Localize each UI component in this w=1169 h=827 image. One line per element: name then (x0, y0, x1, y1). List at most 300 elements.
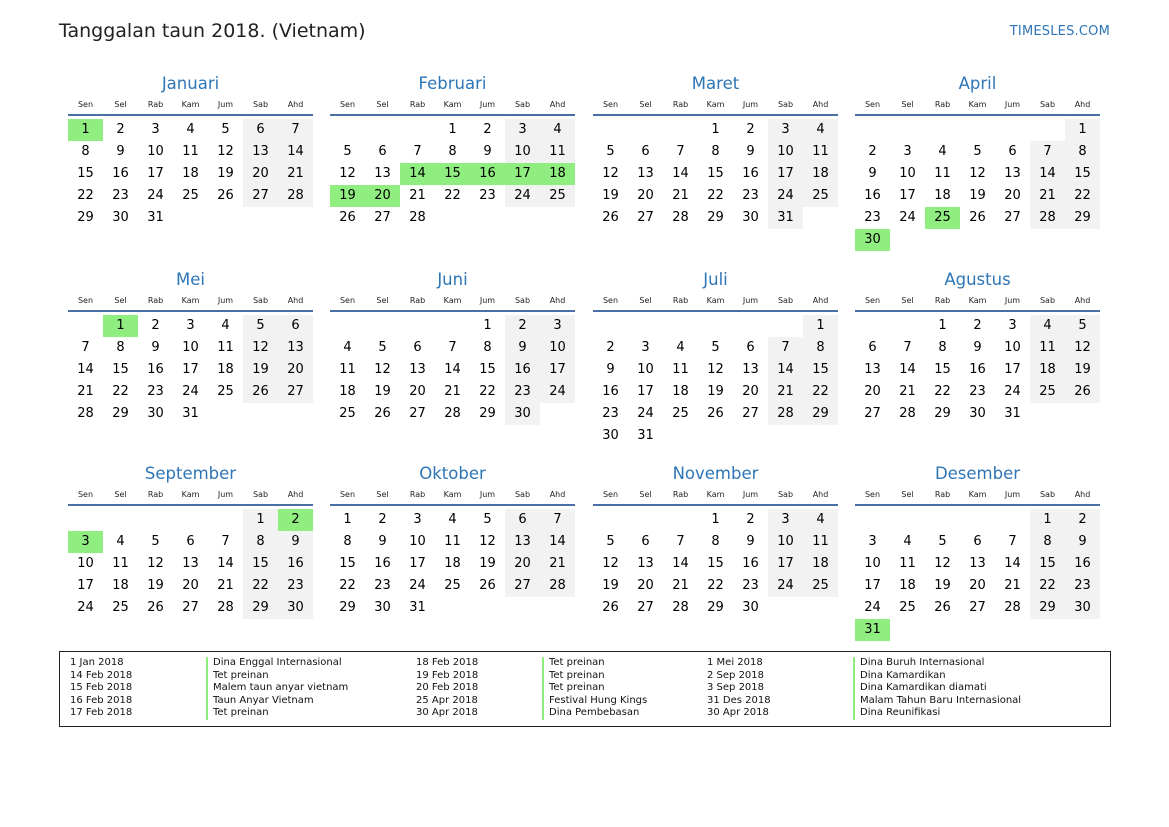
day-cell: 14 (899, 362, 916, 377)
day-cell: 17 (768, 163, 803, 185)
day-cell: 2 (606, 340, 615, 355)
day-cell: 27 (374, 210, 391, 225)
page-title: Tanggalan taun 2018. (Vietnam) (59, 20, 366, 42)
day-cell: 31 (1004, 406, 1021, 421)
day-cell: 12 (479, 534, 496, 549)
day-cell: 2 (116, 122, 125, 137)
day-cell: 13 (637, 166, 654, 181)
empty-cell (365, 315, 400, 337)
site-link[interactable]: TIMESLES.COM (1009, 24, 1110, 39)
weekday-label: Sab (514, 490, 531, 499)
weekday-label: Sab (777, 296, 794, 305)
month-maret (593, 74, 838, 229)
day-cell: 12 (374, 362, 391, 377)
day-cell: 17 (1004, 362, 1021, 377)
day-cell: 19 (479, 556, 496, 571)
day-cell: 16 (1065, 553, 1100, 575)
day-cell: 5 (343, 144, 352, 159)
day-cell: 4 (803, 119, 838, 141)
day-cell: 21 (672, 188, 689, 203)
day-cell: 21 (1004, 578, 1021, 593)
holiday-names-column (542, 657, 647, 720)
day-cell: 8 (81, 144, 90, 159)
day-cell: 11 (444, 534, 461, 549)
day-cell: 23 (112, 188, 129, 203)
holiday-name: Malam Tahun Baru Internasional (853, 695, 1021, 708)
day-cell: 18 (803, 163, 838, 185)
empty-cell (733, 315, 768, 337)
weekday-label: Sab (777, 490, 794, 499)
empty-cell (855, 315, 890, 337)
weekday-label: Ahd (812, 296, 829, 305)
weekday-header (855, 488, 1100, 506)
holiday-date: 31 Des 2018 (707, 694, 771, 706)
empty-cell (593, 119, 628, 141)
day-cell: 23 (742, 578, 759, 593)
weekday-label: Sel (376, 490, 389, 499)
day-cell: 23 (864, 210, 881, 225)
day-cell: 2 (973, 318, 982, 333)
day-cell: 8 (711, 144, 720, 159)
day-grid (330, 509, 575, 619)
day-cell: 20 (969, 578, 986, 593)
day-cell: 10 (77, 556, 94, 571)
day-cell: 11 (217, 340, 234, 355)
weekday-label: Jum (1004, 296, 1021, 305)
day-cell: 15 (803, 359, 838, 381)
day-cell: 2 (151, 318, 160, 333)
day-cell: 3 (903, 144, 912, 159)
empty-cell (330, 119, 365, 141)
weekday-label: Ahd (287, 490, 304, 499)
day-cell: 14 (400, 163, 435, 185)
day-cell: 25 (444, 578, 461, 593)
day-cell: 7 (1030, 141, 1065, 163)
day-cell: 12 (969, 166, 986, 181)
empty-cell (628, 509, 663, 531)
day-cell: 4 (540, 119, 575, 141)
day-cell: 30 (505, 403, 540, 425)
day-cell: 17 (864, 578, 881, 593)
month-name: Mei (176, 270, 205, 289)
day-cell: 26 (243, 381, 278, 403)
day-cell: 6 (505, 509, 540, 531)
holiday-dates-column (70, 657, 132, 720)
day-cell: 4 (343, 340, 352, 355)
day-cell: 15 (339, 556, 356, 571)
holiday-name: Tet preinan (542, 657, 647, 670)
day-cell: 25 (803, 185, 838, 207)
day-cell: 20 (742, 384, 759, 399)
empty-cell (890, 509, 925, 531)
weekday-label: Sab (514, 100, 531, 109)
day-grid (855, 315, 1100, 425)
day-cell: 13 (374, 166, 391, 181)
day-cell: 13 (864, 362, 881, 377)
day-cell: 8 (116, 340, 125, 355)
day-cell: 9 (483, 144, 492, 159)
day-cell: 15 (707, 166, 724, 181)
month-oktober (330, 464, 575, 619)
day-cell: 6 (641, 144, 650, 159)
holiday-date: 16 Feb 2018 (70, 694, 133, 706)
day-cell: 28 (77, 406, 94, 421)
day-cell: 13 (409, 362, 426, 377)
day-cell: 18 (112, 578, 129, 593)
day-grid (68, 509, 313, 619)
day-cell: 9 (378, 534, 387, 549)
day-cell: 19 (934, 578, 951, 593)
day-cell: 5 (151, 534, 160, 549)
day-cell: 9 (116, 144, 125, 159)
weekday-label: Kam (443, 296, 462, 305)
day-cell: 15 (1065, 163, 1100, 185)
day-cell: 3 (68, 531, 103, 553)
day-cell: 1 (1065, 119, 1100, 141)
day-cell: 10 (637, 362, 654, 377)
empty-cell (768, 315, 803, 337)
day-cell: 23 (602, 406, 619, 421)
holiday-name: Dina Kamardikan (853, 670, 1021, 683)
day-cell: 5 (973, 144, 982, 159)
day-cell: 27 (1004, 210, 1021, 225)
day-cell: 22 (707, 578, 724, 593)
weekday-label: Jum (742, 490, 759, 499)
day-cell: 26 (602, 210, 619, 225)
month-name: Juli (703, 270, 728, 289)
day-cell: 7 (81, 340, 90, 355)
day-cell: 16 (742, 556, 759, 571)
day-cell: 4 (676, 340, 685, 355)
day-cell: 5 (938, 534, 947, 549)
empty-cell (628, 119, 663, 141)
day-cell: 22 (444, 188, 461, 203)
holiday-date: 30 Apr 2018 (416, 707, 478, 719)
weekday-label: Sel (114, 490, 127, 499)
day-cell: 27 (742, 406, 759, 421)
day-cell: 23 (147, 384, 164, 399)
day-cell: 12 (602, 556, 619, 571)
day-cell: 26 (707, 406, 724, 421)
day-cell: 21 (899, 384, 916, 399)
day-cell: 23 (742, 188, 759, 203)
weekday-label: Sel (376, 100, 389, 109)
day-cell: 25 (540, 185, 575, 207)
day-cell: 10 (768, 531, 803, 553)
weekday-header (330, 98, 575, 116)
day-cell: 17 (637, 384, 654, 399)
weekday-label: Kam (968, 100, 987, 109)
holiday-name: Tet preinan (206, 707, 348, 720)
weekday-label: Sen (77, 100, 94, 109)
weekday-label: Sel (901, 100, 914, 109)
day-cell: 5 (221, 122, 230, 137)
day-cell: 6 (1008, 144, 1017, 159)
holiday-date: 19 Feb 2018 (416, 669, 479, 681)
day-cell: 12 (217, 144, 234, 159)
day-cell: 13 (182, 556, 199, 571)
day-cell: 23 (479, 188, 496, 203)
day-cell: 29 (479, 406, 496, 421)
day-cell: 1 (1030, 509, 1065, 531)
day-cell: 1 (803, 315, 838, 337)
day-cell: 27 (637, 210, 654, 225)
day-cell: 28 (768, 403, 803, 425)
empty-cell (365, 119, 400, 141)
weekday-label: Jum (479, 296, 496, 305)
day-cell: 7 (448, 340, 457, 355)
month-juli (593, 270, 838, 447)
day-cell: 31 (147, 210, 164, 225)
empty-cell (698, 315, 733, 337)
empty-cell (400, 119, 435, 141)
day-cell: 21 (409, 188, 426, 203)
day-cell: 11 (540, 141, 575, 163)
day-cell: 14 (1004, 556, 1021, 571)
holiday-date: 1 Mei 2018 (707, 657, 763, 668)
month-november (593, 464, 838, 619)
day-cell: 6 (973, 534, 982, 549)
day-cell: 23 (374, 578, 391, 593)
day-cell: 27 (969, 600, 986, 615)
day-cell: 2 (378, 512, 387, 527)
day-cell: 10 (899, 166, 916, 181)
day-cell: 2 (278, 509, 313, 531)
day-cell: 7 (221, 534, 230, 549)
day-cell: 24 (768, 575, 803, 597)
weekday-label: Sel (114, 100, 127, 109)
day-cell: 14 (672, 556, 689, 571)
day-grid (593, 315, 838, 447)
weekday-label: Ahd (1074, 296, 1091, 305)
month-name: April (958, 74, 997, 93)
month-name: Februari (418, 74, 487, 93)
day-cell: 12 (707, 362, 724, 377)
weekday-label: Jum (479, 490, 496, 499)
day-cell: 16 (147, 362, 164, 377)
weekday-label: Kam (181, 100, 200, 109)
day-cell: 8 (1065, 141, 1100, 163)
month-april (855, 74, 1100, 251)
day-cell: 27 (505, 575, 540, 597)
weekday-label: Ahd (549, 100, 566, 109)
weekday-label: Sab (252, 100, 269, 109)
day-cell: 28 (217, 600, 234, 615)
weekday-label: Sen (339, 490, 356, 499)
weekday-label: Jum (217, 100, 234, 109)
day-cell: 24 (768, 185, 803, 207)
day-cell: 11 (803, 531, 838, 553)
day-cell: 8 (243, 531, 278, 553)
day-cell: 11 (182, 144, 199, 159)
empty-cell (593, 315, 628, 337)
empty-cell (68, 315, 103, 337)
day-cell: 31 (637, 428, 654, 443)
day-cell: 22 (803, 381, 838, 403)
day-cell: 3 (186, 318, 195, 333)
day-cell: 28 (1030, 207, 1065, 229)
day-cell: 29 (77, 210, 94, 225)
month-name: Agustus (944, 270, 1011, 289)
day-cell: 15 (77, 166, 94, 181)
day-cell: 17 (77, 578, 94, 593)
day-cell: 15 (243, 553, 278, 575)
weekday-label: Kam (968, 490, 987, 499)
month-name: Oktober (419, 464, 486, 483)
day-cell: 30 (855, 229, 890, 251)
holiday-date: 30 Apr 2018 (707, 707, 769, 719)
day-cell: 24 (864, 600, 881, 615)
empty-cell (208, 509, 243, 531)
weekday-label: Rab (672, 490, 689, 499)
empty-cell (330, 315, 365, 337)
day-cell: 2 (746, 512, 755, 527)
day-cell: 21 (77, 384, 94, 399)
day-cell: 5 (711, 340, 720, 355)
day-cell: 22 (1030, 575, 1065, 597)
holiday-name: Taun Anyar Vietnam (206, 695, 348, 708)
day-cell: 23 (278, 575, 313, 597)
day-cell: 18 (339, 384, 356, 399)
day-cell: 6 (413, 340, 422, 355)
day-cell: 27 (243, 185, 278, 207)
day-cell: 9 (868, 166, 877, 181)
day-cell: 8 (448, 144, 457, 159)
empty-cell (628, 315, 663, 337)
day-cell: 11 (339, 362, 356, 377)
day-cell: 19 (243, 359, 278, 381)
holiday-names-column (206, 657, 348, 720)
weekday-label: Sen (602, 296, 619, 305)
holiday-names-column (853, 657, 1021, 720)
day-cell: 7 (768, 337, 803, 359)
day-cell: 13 (278, 337, 313, 359)
day-cell: 31 (855, 619, 890, 641)
holiday-name: Tet preinan (542, 682, 647, 695)
day-cell: 27 (637, 600, 654, 615)
day-cell: 3 (768, 509, 803, 531)
day-cell: 15 (1030, 553, 1065, 575)
weekday-label: Sen (77, 490, 94, 499)
weekday-header (330, 294, 575, 312)
day-cell: 10 (768, 141, 803, 163)
weekday-header (593, 294, 838, 312)
weekday-label: Kam (443, 490, 462, 499)
day-cell: 27 (278, 381, 313, 403)
day-cell: 12 (243, 337, 278, 359)
day-cell: 9 (505, 337, 540, 359)
day-cell: 17 (409, 556, 426, 571)
day-cell: 3 (151, 122, 160, 137)
day-cell: 20 (505, 553, 540, 575)
day-cell: 25 (1030, 381, 1065, 403)
day-cell: 14 (540, 531, 575, 553)
day-cell: 5 (483, 512, 492, 527)
weekday-label: Sab (1039, 296, 1056, 305)
day-cell: 28 (278, 185, 313, 207)
day-cell: 9 (973, 340, 982, 355)
holiday-date: 17 Feb 2018 (70, 707, 133, 719)
day-cell: 24 (147, 188, 164, 203)
day-cell: 10 (182, 340, 199, 355)
day-cell: 14 (672, 166, 689, 181)
day-cell: 4 (1030, 315, 1065, 337)
day-cell: 26 (217, 188, 234, 203)
day-cell: 6 (278, 315, 313, 337)
day-cell: 20 (243, 163, 278, 185)
day-cell: 22 (77, 188, 94, 203)
day-cell: 12 (1065, 337, 1100, 359)
day-cell: 30 (969, 406, 986, 421)
day-cell: 3 (641, 340, 650, 355)
day-cell: 31 (182, 406, 199, 421)
day-cell: 9 (746, 144, 755, 159)
holiday-legend (59, 651, 1111, 727)
day-cell: 13 (637, 556, 654, 571)
day-cell: 29 (1030, 597, 1065, 619)
weekday-label: Kam (181, 490, 200, 499)
empty-cell (960, 509, 995, 531)
day-cell: 21 (217, 578, 234, 593)
holiday-name: Tet preinan (206, 670, 348, 683)
day-cell: 21 (278, 163, 313, 185)
day-cell: 15 (934, 362, 951, 377)
weekday-label: Sel (901, 296, 914, 305)
month-name: Maret (691, 74, 740, 93)
day-cell: 11 (672, 362, 689, 377)
day-cell: 21 (1030, 185, 1065, 207)
day-cell: 17 (147, 166, 164, 181)
day-cell: 11 (899, 556, 916, 571)
day-cell: 3 (768, 119, 803, 141)
empty-cell (103, 509, 138, 531)
day-cell: 19 (602, 578, 619, 593)
day-cell: 20 (182, 578, 199, 593)
day-cell: 3 (1008, 318, 1017, 333)
holiday-name: Dina Reunifikasi (853, 707, 1021, 720)
month-februari (330, 74, 575, 229)
day-cell: 8 (711, 534, 720, 549)
empty-cell (435, 315, 470, 337)
day-cell: 8 (803, 337, 838, 359)
day-cell: 4 (221, 318, 230, 333)
month-agustus (855, 270, 1100, 425)
day-cell: 16 (742, 166, 759, 181)
day-cell: 4 (938, 144, 947, 159)
month-juni (330, 270, 575, 425)
day-cell: 30 (742, 600, 759, 615)
day-cell: 26 (339, 210, 356, 225)
day-cell: 29 (707, 600, 724, 615)
day-cell: 19 (330, 185, 365, 207)
day-cell: 1 (103, 315, 138, 337)
day-cell: 21 (768, 381, 803, 403)
day-cell: 18 (803, 553, 838, 575)
weekday-label: Jum (217, 296, 234, 305)
day-cell: 4 (448, 512, 457, 527)
day-cell: 25 (925, 207, 960, 229)
day-cell: 22 (243, 575, 278, 597)
weekday-label: Sen (864, 296, 881, 305)
day-cell: 13 (742, 362, 759, 377)
weekday-header (855, 98, 1100, 116)
day-cell: 1 (343, 512, 352, 527)
day-cell: 25 (112, 600, 129, 615)
day-cell: 21 (444, 384, 461, 399)
empty-cell (138, 509, 173, 531)
day-cell: 22 (339, 578, 356, 593)
empty-cell (663, 315, 698, 337)
